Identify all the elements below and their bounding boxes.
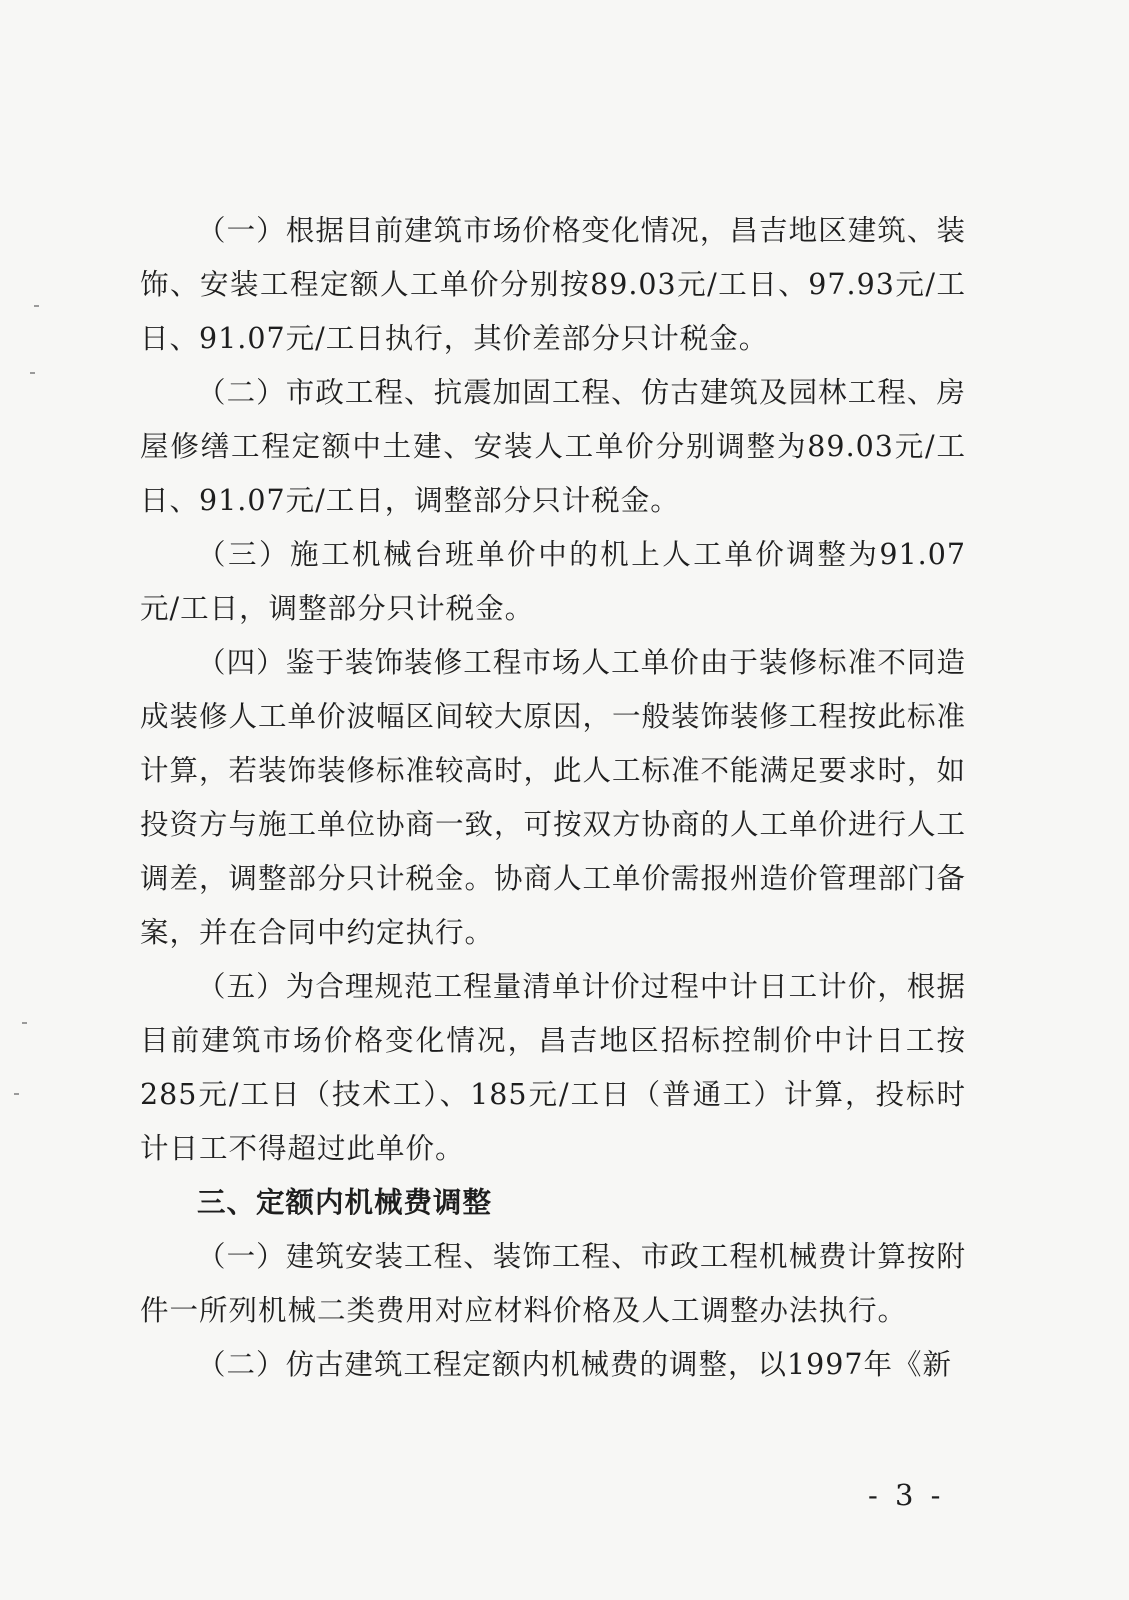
scan-speck — [14, 1093, 19, 1095]
paragraph-machinery-2: （二）仿古建筑工程定额内机械费的调整，以1997年《新 — [197, 1348, 953, 1381]
document-body — [140, 204, 966, 1392]
scan-speck — [22, 1022, 27, 1024]
paragraph-labor-price-1: （一）根据目前建筑市场价格变化情况，昌吉地区建筑、装饰、安装工程定额人工单价分别按89.03元/工日、97.93元/工日、91.07元/工日执行，其价差部分只计税金。 — [140, 214, 966, 355]
scan-speck — [30, 372, 35, 374]
paragraph-labor-price-3: （三）施工机械台班单价中的机上人工单价调整为91.07元/工日，调整部分只计税金。 — [140, 538, 966, 625]
paragraph-labor-price-2: （二）市政工程、抗震加固工程、仿古建筑及园林工程、房屋修缮工程定额中土建、安装人工单价分别调整为89.03元/工日、91.07元/工日，调整部分只计税金。 — [140, 376, 966, 517]
page-number: - 3 - — [868, 1478, 945, 1512]
paragraph-labor-price-5: （五）为合理规范工程量清单计价过程中计日工计价，根据目前建筑市场价格变化情况，昌吉地区招标控制价中计日工按285元/工日（技术工）、185元/工日（普通工）计算，投标时计日工不得超过此单价。 — [140, 970, 966, 1165]
paragraph-machinery-1: （一）建筑安装工程、装饰工程、市政工程机械费计算按附件一所列机械二类费用对应材料价格及人工调整办法执行。 — [140, 1240, 966, 1327]
paragraph-labor-price-4: （四）鉴于装饰装修工程市场人工单价由于装修标准不同造成装修人工单价波幅区间较大原因，一般装饰装修工程按此标准计算，若装饰装修标准较高时，此人工标准不能满足要求时，如投资方与施工单位协商一致，可按双方协商的人工单价进行人工调差，调整部分只计税金。协商人工单价需报州造价管理部门备案，并在合同中约定执行。 — [140, 646, 967, 949]
scan-speck — [34, 305, 39, 307]
section-heading-machinery: 三、定额内机械费调整 — [197, 1186, 493, 1219]
